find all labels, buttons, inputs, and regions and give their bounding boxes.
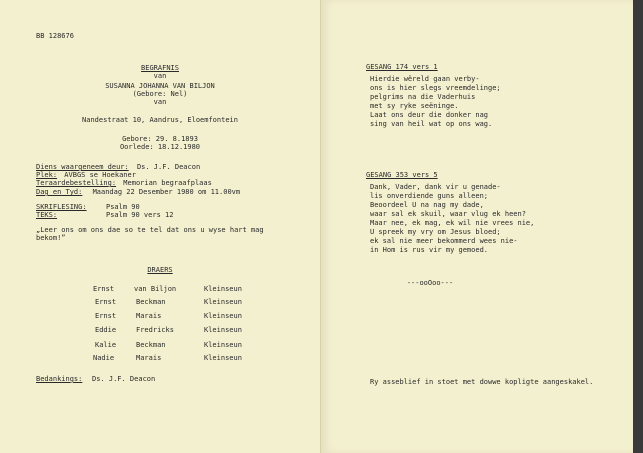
burial-row <box>36 179 212 188</box>
quote-line-2: bekom!” <box>36 234 66 242</box>
pallbearers-heading: DRAERS <box>147 266 173 274</box>
list-item: van Biljon <box>134 285 177 293</box>
detail-value: Memorian begraafplaas <box>123 179 212 187</box>
hymn-2-title: GESANG 353 vers 5 <box>366 171 438 179</box>
detail-value: AVBGS se Hoekaner <box>64 171 136 179</box>
hymn-1-line: pelgrims na die Vaderhuis <box>370 93 476 101</box>
reference-number: BB 128676 <box>36 32 74 40</box>
detail-label: Diens waargeneem deur: <box>36 163 129 171</box>
hymn-1-line: ons is hier slegs vreemdelinge; <box>370 84 501 92</box>
detail-value: Ds. J.F. Deacon <box>136 163 201 171</box>
list-item: Nadie <box>93 354 115 362</box>
hymn-1-title: GESANG 174 vers 1 <box>366 63 438 71</box>
list-item: Kleinseun <box>204 354 242 362</box>
page-edge <box>633 0 643 453</box>
detail-label: Teraardebestelling: <box>36 179 117 187</box>
hymn-1-line: Hierdie wêreld gaan verby- <box>370 75 480 83</box>
list-item: Eddie <box>95 326 117 334</box>
deceased-name: SUSANNA JOHANNA VAN BILJON <box>105 82 215 90</box>
list-item: Marais <box>136 312 162 320</box>
hymn-2-line: waar sal ek skuil, waar vlug ek heen? <box>370 210 526 218</box>
birth-date: Gebore: 29. 8.1893 <box>122 135 198 143</box>
list-item: Beckman <box>136 341 166 349</box>
thanks-label: Bedankings: <box>36 375 83 383</box>
detail-value: Maandag 22 Desember 1980 om 11.00vm <box>92 188 241 196</box>
list-item: Ernst <box>95 298 117 306</box>
hymn-1-line: sing van heil wat op ons wag. <box>370 120 493 128</box>
list-item: Kleinseun <box>204 285 242 293</box>
death-date: Oorlede: 18.12.1980 <box>119 143 201 151</box>
hymn-1-line: met sy ryke seëninge. <box>370 102 459 110</box>
procession-request: Ry asseblief in stoet met dowwe kopligte aangeskakel. <box>370 378 594 386</box>
hymn-2-line: ek sal nie meer bekommerd wees nie- <box>370 237 518 245</box>
van-text: van <box>153 72 167 80</box>
hymn-2-line: U spreek my vry om Jesus bloed; <box>370 228 501 236</box>
list-item: Fredricks <box>136 326 174 334</box>
hymn-2-line: Maar nee, ek mag, ek wil nie vrees nie, <box>370 219 535 227</box>
scripture-value: Psalm 90 <box>106 203 140 211</box>
text-value: Psalm 90 vers 12 <box>106 211 174 219</box>
hymn-2-line: lis onverdiende guns alleen; <box>370 192 489 200</box>
hymn-2-line: in Hom is rus vir my gemoed. <box>370 246 489 254</box>
hymn-2-line: Beoordeel U na nag my dade, <box>370 201 484 209</box>
text-label: TEKS: <box>36 211 58 219</box>
list-item: Ernst <box>93 285 115 293</box>
list-item: Marais <box>136 354 162 362</box>
scripture-label: SKRIFLESING: <box>36 203 87 211</box>
list-item: Kleinseun <box>204 298 242 306</box>
van-text-2: van <box>153 98 167 106</box>
list-item: Kleinseun <box>204 312 242 320</box>
list-item: Kleinseun <box>204 326 242 334</box>
list-item: Kleinseun <box>204 341 242 349</box>
day-time-row <box>36 188 240 197</box>
quote-line-1: „Leer ons om ons dae so te tel dat ons u wyse hart mag <box>36 226 264 234</box>
divider: ---ooOoo--- <box>406 279 454 287</box>
address: Nandestraat 10, Aandrus, Eloemfontein <box>82 116 238 124</box>
list-item: Ernst <box>95 312 117 320</box>
list-item: Kalie <box>95 341 117 349</box>
maiden-name: (Gebore: Nel) <box>132 90 188 98</box>
detail-label: Plek: <box>36 171 58 179</box>
hymn-2-line: Dank, Vader, dank vir u genade- <box>370 183 501 191</box>
thanks-value: Ds. J.F. Deacon <box>92 375 156 383</box>
detail-label: Dag en Tyd: <box>36 188 83 196</box>
list-item: Beckman <box>136 298 166 306</box>
hymn-1-line: Laat ons deur die donker nag <box>370 111 489 119</box>
funeral-heading: BEGRAFNIS <box>141 64 179 72</box>
